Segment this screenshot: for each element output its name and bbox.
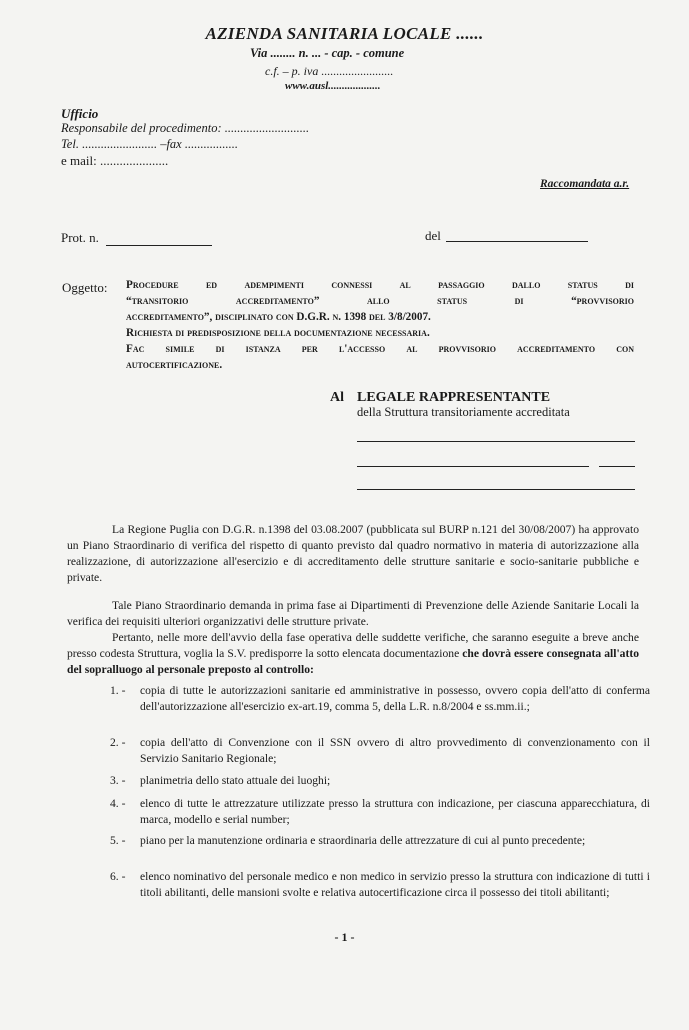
list-item-number: 3. -	[110, 774, 126, 787]
oggetto-label: Oggetto:	[62, 280, 108, 295]
paragraph-3	[67, 630, 639, 678]
oggetto-line: accreditamento”, disciplinato con D.G.R. n. 1398 del 3/8/2007.	[126, 311, 431, 323]
prot-number-line	[106, 245, 212, 246]
org-website: www.ausl...................	[285, 80, 381, 92]
list-item-text: planimetria dello stato attuale dei luoghi;	[140, 774, 331, 787]
list-item-number: 6. -	[110, 870, 126, 883]
list-item-text: piano per la manutenzione ordinaria e straordinaria delle attrezzature di cui al punto precedente;	[140, 834, 586, 847]
del-date-line	[446, 241, 588, 242]
recipient-subtitle: della Struttura transitoriamente accreditata	[357, 405, 570, 419]
list-item-number: 4. -	[110, 797, 126, 810]
org-address: Via ........ n. ... - cap. - comune	[250, 46, 405, 60]
list-item-text: copia dell'atto di Convenzione con il SSN ovvero di altro provvedimento di convenzionamento con il Servizio Sanitario Regionale;	[140, 736, 650, 765]
list-item-number: 5. -	[110, 834, 126, 847]
recipient-al: Al	[330, 390, 344, 405]
prot-label: Prot. n.	[61, 230, 99, 245]
org-title: AZIENDA SANITARIA LOCALE ......	[205, 24, 484, 43]
list-item-text: elenco di tutte le attrezzature utilizzate presso la struttura con indicazione, per ciascuna apparecchiatura, di marca, modello e serial number;	[140, 797, 650, 826]
list-item-text: elenco nominativo del personale medico e non medico in servizio presso la struttura con indicazione di tutti i titoli abilitanti, delle mansioni svolte e relativa autocertificazione circa il possesso dei titoli abilitanti;	[140, 870, 650, 899]
recipient-line-3	[357, 489, 635, 490]
paragraph-3-bold: che dovrà essere consegnata all'atto del sopralluogo al personale preposto al controllo:	[67, 647, 639, 676]
office-label: Ufficio	[61, 106, 99, 121]
paragraph-3-text: Pertanto, nelle more dell'avvio della fase operativa delle suddette verifiche, che saranno eseguite a breve anche presso codesta Struttura, voglia la S.V. predisporre la sotto elencata documentazione	[67, 631, 639, 660]
recipient-line-2a	[357, 466, 589, 467]
oggetto-text	[126, 277, 634, 373]
list-item-number: 1. -	[110, 684, 126, 697]
recipient-line-2b	[599, 466, 635, 467]
page-number: - 1 -	[334, 930, 355, 944]
recipient-title: LEGALE RAPPRESENTANTE	[357, 390, 551, 405]
office-email: e mail: .....................	[61, 153, 169, 168]
paragraph-1: La Regione Puglia con D.G.R. n.1398 del 03.08.2007 (pubblicata sul BURP n.121 del 30/08/2007) ha approvato un Piano Straordinario di verifica del rispetto di quanto previsto dal quadro normativo in materia di autorizzazione alla realizzazione, di autorizzazione all'esercizio e di accreditamento delle strutture sanitarie e socio-sanitarie pubbliche e private.	[67, 523, 639, 584]
office-manager: Responsabile del procedimento: ...........................	[61, 121, 310, 135]
office-tel-fax: Tel. ........................ –fax .................	[61, 137, 238, 151]
oggetto-line: Procedure ed adempimenti connessi al passaggio dallo status di	[126, 279, 634, 291]
org-fiscal: c.f. – p. iva ........................	[265, 64, 394, 78]
recipient-line-1	[357, 441, 635, 442]
list-item-text: copia di tutte le autorizzazioni sanitarie ed amministrative in possesso, ovvero copia dell'atto di conferma dell'autorizzazione all'esercizio ex-art.19, comma 5, della L.R. n.8/2004 e ss.mm.ii.;	[140, 684, 650, 713]
oggetto-line: autocertificazione.	[126, 359, 223, 371]
oggetto-line: Richiesta di predisposizione della documentazione necessaria.	[126, 327, 430, 339]
paragraph-2: Tale Piano Straordinario demanda in prima fase ai Dipartimenti di Prevenzione delle Aziende Sanitarie Locali la verifica dei requisiti ulteriori organizzativi delle strutture private.	[67, 599, 639, 628]
del-label: del	[425, 228, 441, 243]
list-item-number: 2. -	[110, 736, 126, 749]
oggetto-line: “transitorio accreditamento” allo status di “provvisorio	[126, 295, 634, 307]
raccomandata-label: Raccomandata a.r.	[540, 178, 630, 190]
oggetto-line: Fac simile di istanza per l'accesso al provvisorio accreditamento con	[126, 343, 634, 355]
